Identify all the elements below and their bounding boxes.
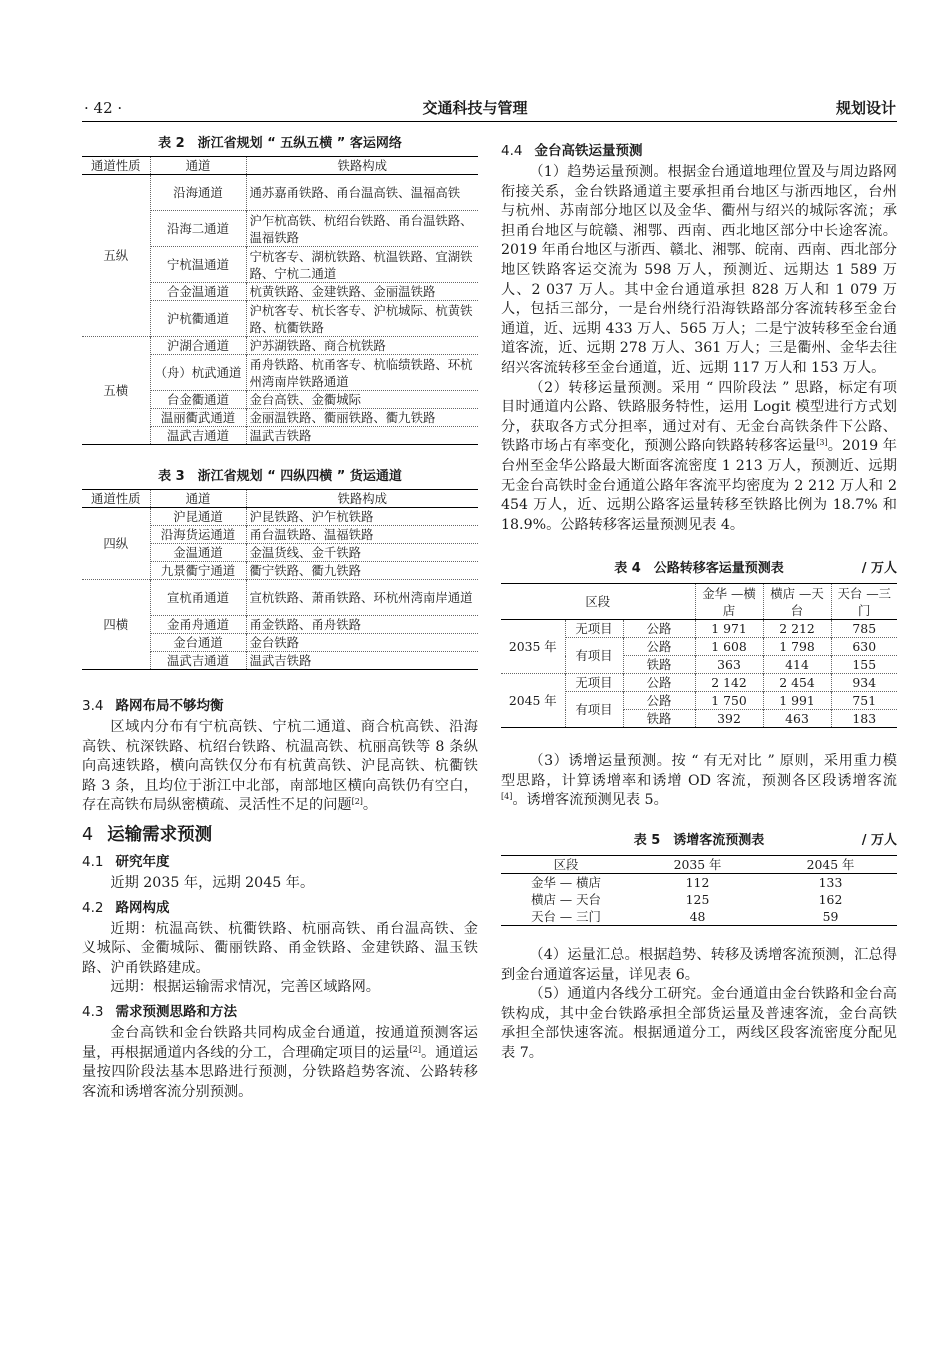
- table2-channel: 沪杭衢通道: [150, 301, 246, 337]
- table4-value: 1 991: [763, 692, 831, 710]
- section-title: 研究年度: [115, 853, 170, 870]
- table3-railways: 甬金铁路、甬舟铁路: [246, 616, 478, 634]
- paragraph: 远期：根据运输需求情况，完善区域路网。: [110, 979, 380, 996]
- paragraph: 近期 2035 年，远期 2045 年。: [110, 874, 315, 891]
- citation: [2]: [351, 797, 363, 807]
- paragraph: （2）转移运量预测。采用 “ 四阶段法 ” 思路，标定有项目时通道内公路、铁路服务特性，运用 Logit 模型进行方式划分，获取各方式分担率，通过对有、无金台高铁条件下公路、铁路市场占有率变化，预测公路向铁路转移客运量[3]。2019 年台州至金华公路最大断面客流密度 1 213 万人，预测近、远期无金台高铁时金台通道公路年客流平均密度为 2 212 万人和 2 454 万人，近、远期公路客运量转移至铁路比例为 18.7% 和 18.9%。公路转移客运量预测见表 4。: [501, 379, 897, 533]
- table5-value: 48: [689, 909, 706, 925]
- table3-caption: 表 3 浙江省规划 “ 四纵四横 ” 货运通道: [158, 469, 402, 484]
- page-number: · 42 ·: [84, 99, 123, 117]
- table3-col-channel: 通道: [150, 490, 246, 508]
- table4-scenario: 无项目: [565, 674, 623, 692]
- table2-railways: 甬舟铁路、杭甬客专、杭临绩铁路、环杭州湾南岸铁路通道: [246, 355, 478, 391]
- section-label: 规划设计: [835, 99, 896, 117]
- table2-col-kind: 通道性质: [82, 157, 150, 175]
- table4-caption: 表 4 公路转移客运量预测表: [614, 561, 784, 577]
- table4-value: 2 454: [763, 674, 831, 692]
- table3: [82, 489, 478, 670]
- section-4-3-heading: [82, 1002, 478, 1022]
- table2-railways: 金台高铁、金衢城际: [246, 391, 478, 409]
- table3-channel: 金台通道: [150, 634, 246, 652]
- citation: [3]: [816, 438, 828, 448]
- table4-col-a: 金华 —横店: [695, 584, 763, 620]
- table2-channel: 沿海通道: [150, 175, 246, 211]
- section-4-heading: [82, 822, 478, 848]
- citation: [2]: [409, 1044, 421, 1054]
- section-number: 3.4: [82, 698, 104, 714]
- table4-value: 392: [695, 710, 763, 728]
- table4-year: 2045 年: [501, 674, 565, 728]
- table5-col-2045: 2045 年: [764, 856, 897, 874]
- section-title: 金台高铁运量预测: [534, 143, 643, 159]
- section-number: 4: [82, 824, 94, 845]
- table4-value: 630: [831, 638, 897, 656]
- paragraph: （1）趋势运量预测。根据金台通道地理位置及与周边路网衔接关系，金台铁路通道主要承担甬台地区与浙西地区，台州与杭州、苏南部分地区以及金华、衢州与绍兴的城际客流；承担甬台地区与皖赣、湘鄂、西南、西北地区部分中长途客流。2019 年甬台地区与浙西、赣北、湘鄂、皖南、西南、西北部分地区铁路客运交流为 598 万人，预测近、远期达 1 589 万人、2 037 万人。其中金台通道承担 828 万人和 1 079 万人，包括三部分，一是台州绕行沿海铁路部分客流转移至金台通道，近、远期 433 万人、565 万人；二是宁波转移至金台通道客流，近、远期 278 万人、361 万人；三是衢州、金华去往绍兴客流转移至金台通道，近、远期 117 万人和 153 万人。: [501, 164, 897, 376]
- table4-mode: 铁路: [623, 710, 695, 728]
- table4-mode: 公路: [623, 638, 695, 656]
- table4-value: 1 608: [695, 638, 763, 656]
- table2-kind: 五横: [82, 337, 150, 445]
- table4-value: 2 142: [695, 674, 763, 692]
- table3-kind: 四横: [82, 580, 150, 670]
- section-3-4-heading: [82, 696, 478, 716]
- table4-value: 934: [831, 674, 897, 692]
- table4-mode: 公路: [623, 674, 695, 692]
- table2-channel: 台金衢通道: [150, 391, 246, 409]
- table5-value: 125: [685, 892, 710, 908]
- table3-railways: 沪昆铁路、沪乍杭铁路: [249, 509, 374, 524]
- table4-value: 785: [852, 621, 877, 637]
- paragraph: 近期：杭温高铁、杭衢铁路、杭丽高铁、甬台温高铁、金义城际、金衢城际、衢丽铁路、甬金铁路、金建铁路、温玉铁路、沪甬铁路建成。: [82, 920, 478, 976]
- section-4-1-heading: [82, 852, 478, 872]
- section-number: 4.3: [82, 1003, 104, 1020]
- table3-railways: 甬台温铁路、温福铁路: [246, 526, 478, 544]
- table3-channel: 沿海货运通道: [150, 526, 246, 544]
- table3-channel: 九景衢宁通道: [150, 562, 246, 580]
- section-title: 需求预测思路和方法: [115, 1003, 237, 1020]
- table4-col-b: 横店 —天台: [763, 584, 831, 620]
- table4-unit: / 万人: [861, 561, 897, 577]
- table5-value: 133: [818, 875, 843, 891]
- paragraph: 金台高铁和金台铁路共同构成金台通道，按通道预测客运量，再根据通道内各线的分工，合理确定项目的运量[2]。通道运量按四阶段法基本思路进行预测，分铁路趋势客流、公路转移客流和诱增客流分别预测。: [82, 1024, 478, 1100]
- table4: [501, 583, 897, 728]
- table2-channel: （舟）杭武通道: [150, 355, 246, 391]
- table4-col-region: 区段: [501, 584, 695, 620]
- table5-seg: 金华 — 横店: [531, 875, 601, 891]
- table2-caption: 表 2 浙江省规划 “ 五纵五横 ” 客运网络: [158, 136, 402, 151]
- table3-col-kind: 通道性质: [82, 490, 150, 508]
- table5-value: 162: [818, 892, 843, 908]
- table3-col-railways: 铁路构成: [246, 490, 478, 508]
- left-column: [82, 136, 478, 1102]
- table4-mode: 公路: [623, 620, 695, 638]
- paragraph: （3）诱增运量预测。按 “ 有无对比 ” 原则，采用重力模型思路，计算诱增率和诱增 OD 客流，预测各区段诱增客流[4]。诱增客流预测见表 5。: [501, 753, 897, 809]
- table3-railways: 金温货线、金千铁路: [246, 544, 478, 562]
- table2-channel: 合金温通道: [150, 283, 246, 301]
- table4-value: 1 971: [695, 620, 763, 638]
- table2-col-railways: 铁路构成: [246, 157, 478, 175]
- table4-value: 183: [831, 710, 897, 728]
- table3-railways: 温武吉铁路: [246, 652, 478, 670]
- table2-col-channel: 通道: [150, 157, 246, 175]
- section-4-2-heading: [82, 898, 478, 918]
- table2: [82, 156, 478, 445]
- table5-value: 59: [822, 909, 839, 925]
- table3-railways: 衢宁铁路、衢九铁路: [246, 562, 478, 580]
- table2-channel: 宁杭温通道: [150, 247, 246, 283]
- table3-channel: 温武吉通道: [150, 652, 246, 670]
- section-4-4-heading: [501, 141, 897, 161]
- table5-seg: 天台 — 三门: [531, 909, 601, 925]
- table2-channel: 沪湖合通道: [150, 337, 246, 355]
- table5: [501, 855, 897, 926]
- table3-railways: 宣杭铁路、萧甬铁路、环杭州湾南岸通道: [246, 580, 478, 616]
- table3-kind: 四纵: [82, 508, 150, 580]
- table4-caption-row: [501, 561, 897, 579]
- table5-col-seg: 区段: [501, 856, 631, 874]
- section-title: 路网构成: [115, 899, 170, 916]
- table3-railways: 金台铁路: [246, 634, 478, 652]
- right-column: [501, 141, 897, 1064]
- table5-unit: / 万人: [861, 833, 897, 849]
- table3-channel: 金温通道: [150, 544, 246, 562]
- table4-value: 463: [763, 710, 831, 728]
- table4-value: 2 212: [763, 620, 831, 638]
- table4-value: 751: [831, 692, 897, 710]
- table4-value: 414: [763, 656, 831, 674]
- table2-kind: 五纵: [82, 175, 150, 337]
- table5-caption-row: [501, 833, 897, 851]
- table2-railways: 沪杭客专、杭长客专、沪杭城际、杭黄铁路、杭衢铁路: [246, 301, 478, 337]
- section-number: 4.2: [82, 899, 104, 916]
- table4-mode: 铁路: [623, 656, 695, 674]
- table5-col-2035: 2035 年: [631, 856, 764, 874]
- table3-channel: 金甬舟通道: [150, 616, 246, 634]
- table4-col-c: 天台 —三门: [831, 584, 897, 620]
- table2-railways: 宁杭客专、湖杭铁路、杭温铁路、宜湖铁路、宁杭二通道: [246, 247, 478, 283]
- table4-value: 155: [831, 656, 897, 674]
- table2-channel: 温丽衢武通道: [150, 409, 246, 427]
- table2-railways: 杭黄铁路、金建铁路、金丽温铁路: [246, 283, 478, 301]
- table4-year: 2035 年: [501, 620, 565, 674]
- table2-railways: 金丽温铁路、衢丽铁路、衢九铁路: [246, 409, 478, 427]
- table5-value: 112: [685, 875, 710, 891]
- section-title: 运输需求预测: [107, 824, 213, 845]
- section-title: 路网布局不够均衡: [115, 698, 224, 714]
- table2-railways: 通苏嘉甬铁路、甬台温高铁、温福高铁: [249, 185, 461, 200]
- table2-channel: 温武吉通道: [150, 427, 246, 445]
- paragraph: （5）通道内各线分工研究。金台通道由金台铁路和金台高铁构成，其中金台铁路承担全部货运量及普速客流，金台高铁承担全部快速客流。根据通道分工，两线区段客流密度分配见表 7。: [501, 986, 897, 1062]
- table4-mode: 公路: [623, 692, 695, 710]
- table4-scenario: 有项目: [565, 638, 623, 674]
- table4-value: 363: [695, 656, 763, 674]
- table4-value: 1 798: [763, 638, 831, 656]
- header-rule: [82, 121, 897, 122]
- table4-scenario: 无项目: [565, 620, 623, 638]
- table3-channel: 宣杭甬通道: [150, 580, 246, 616]
- journal-title: 交通科技与管理: [422, 99, 528, 117]
- table2-railways: 沪苏湖铁路、商合杭铁路: [246, 337, 478, 355]
- citation: [4]: [501, 792, 513, 802]
- table5-caption: 表 5 诱增客流预测表: [633, 833, 765, 849]
- paragraph: 区域内分布有宁杭高铁、宁杭二通道、商合杭高铁、沿海高铁、杭深铁路、杭绍台铁路、杭温高铁、杭丽高铁等 8 条纵向高速铁路，横向高铁仅分布有杭黄高铁、沪昆高铁、杭衢铁路 3 条，且均位于浙江中北部，南部地区横向高铁仍有空白，存在高铁布局纵密横疏、灵活性不足的问题[2]。: [82, 719, 478, 814]
- table2-channel: 沿海二通道: [150, 211, 246, 247]
- table4-value: 1 750: [695, 692, 763, 710]
- table3-channel: 沪昆通道: [150, 508, 246, 526]
- table2-railways: 沪乍杭高铁、杭绍台铁路、甬台温铁路、温福铁路: [246, 211, 478, 247]
- table4-scenario: 有项目: [565, 692, 623, 728]
- table2-railways: 温武吉铁路: [246, 427, 478, 445]
- section-number: 4.1: [82, 853, 104, 870]
- table5-seg: 横店 — 天台: [531, 892, 601, 908]
- section-number: 4.4: [501, 143, 523, 159]
- paragraph: （4）运量汇总。根据趋势、转移及诱增客流预测，汇总得到金台通道客运量，详见表 6。: [501, 947, 897, 983]
